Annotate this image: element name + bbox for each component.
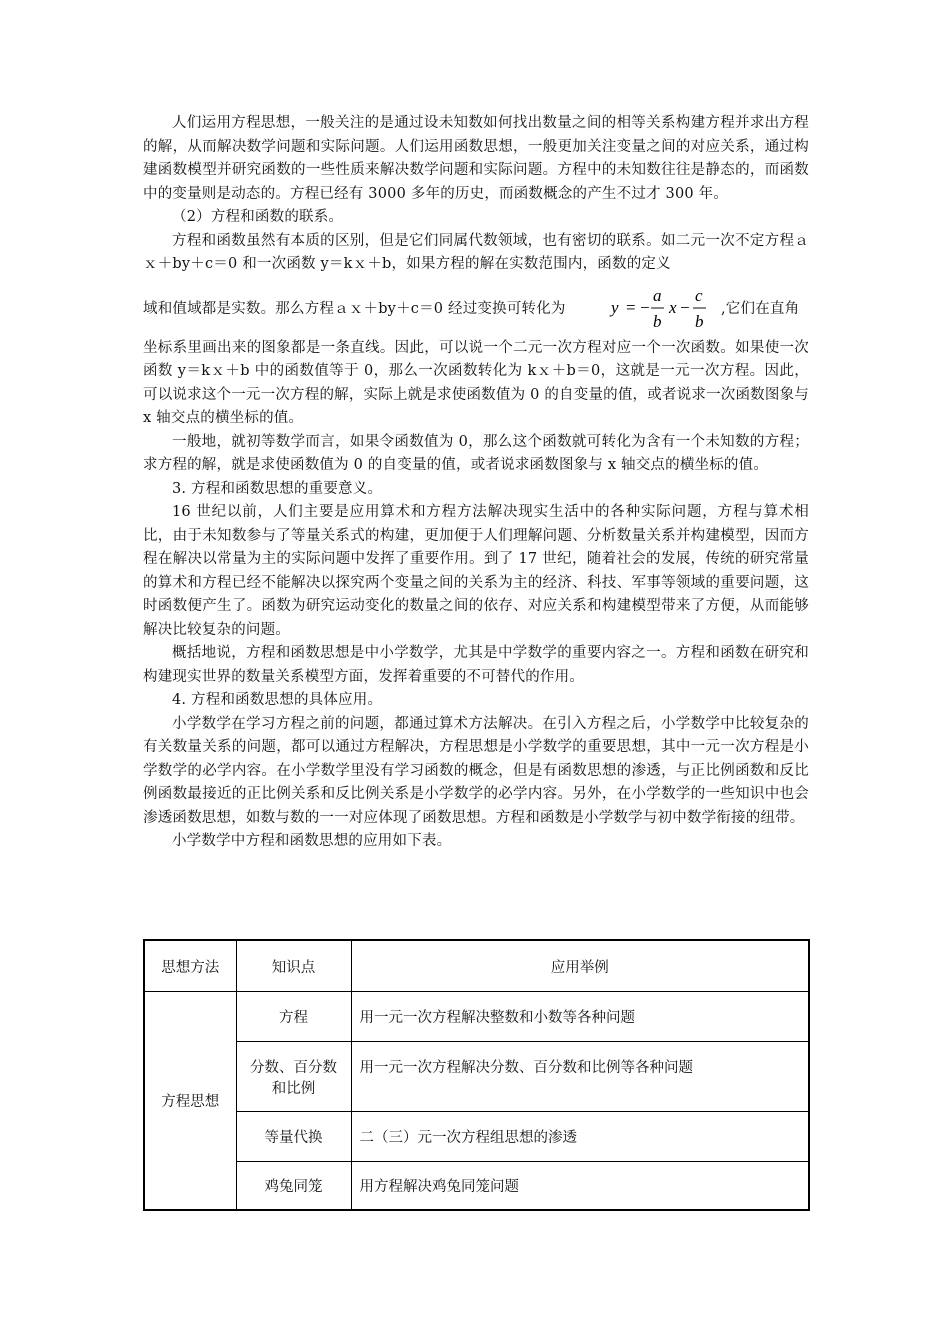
equation-tail-text: ,它们在直角	[721, 300, 800, 317]
topic-cell	[236, 1042, 351, 1112]
formula-equals: =	[626, 297, 636, 317]
paragraph-6: 小学数学在学习方程之前的问题，都通过算术方法解决。在引入方程之后，小学数学中比较复杂的有关数量关系的问题，都可以通过方程解决，方程思想是小学数学的重要思想，其中一元一次方程是小学数学的必学内容。在小学数学里没有学习函数的概念，但是有函数思想的渗透，与正比例函数和反比例函数最接近的正比例关系和反比例关系是小学数学的必学内容。另外，在小学数学的一些知识中也会渗透函数思想，如数与数的一一对应体现了函数思想。方程和函数是小学数学与初中数学衔接的纽带。	[143, 715, 809, 826]
topic-cell: 鸡兔同笼	[236, 1162, 351, 1210]
heading-2: （2）方程和函数的联系。	[172, 209, 344, 225]
heading-3: 3. 方程和函数思想的重要意义。	[172, 480, 383, 497]
header-example: 应用举例	[351, 940, 809, 992]
table-row	[144, 1162, 809, 1210]
equation-line	[143, 277, 809, 337]
heading-4: 4. 方程和函数思想的具体应用。	[172, 692, 383, 708]
method-cell: 方程思想	[144, 992, 236, 1210]
formula-numerator-a: a	[653, 285, 662, 305]
document-body	[143, 112, 809, 854]
paragraph-5: 概括地说，方程和函数思想是中小学数学，尤其是中学数学的重要内容之一。方程和函数在研究和构建现实世界的数量关系模型方面，发挥着重要的不可替代的作用。	[143, 645, 809, 685]
example-cell: 用一元一次方程解决分数、百分数和比例等各种问题	[351, 1042, 809, 1112]
paragraph-3: 一般地，就初等数学而言，如果令函数值为 0，那么这个函数就可转化为含有一个未知数的方程；求方程的解，就是求使函数值为 0 的自变量的值，或者说求函数图象与 x 轴交点的横坐标的值。	[143, 433, 809, 473]
paragraph-2-continued: 坐标系里画出来的图象都是一条直线。因此，可以说一个二元一次方程对应一个一次函数。如果使一次函数 y＝kｘ＋b 中的函数值等于 0，那么一次函数转化为 kｘ＋b＝0，这就是一元一次方程。因此，可以说求这个一元一次方程的解，实际上就是求使函数值为 0 的自变量的值，或者说求一次函数图象与 x 轴交点的横坐标的值。	[143, 339, 809, 426]
topic-line-2: 和比例	[271, 1080, 316, 1097]
topic-line-1: 分数、百分数	[250, 1059, 337, 1076]
topic-cell: 等量代换	[236, 1112, 351, 1162]
application-table	[143, 939, 810, 1211]
formula-y: y	[611, 297, 619, 317]
table-row	[144, 1112, 809, 1162]
paragraph-4: 16 世纪以前，人们主要是应用算术和方程方法解决现实生活中的各种实际问题，方程与算术相比，由于未知数参与了等量关系式的构建，更加便于人们理解问题、分析数量关系并构建模型，因而方程在解决以常量为主的实际问题中发挥了重要作用。到了 17 世纪，随着社会的发展，传统的研究常量的算术和方程已经不能解决以探究两个变量之间的关系为主的经济、科技、军事等领域的重要问题，这时函数便产生了。函数为研究运动变化的数量之间的依存、对应关系和构建模型带来了方便，从而能够解决比较复杂的问题。	[143, 504, 809, 638]
equation-lead-text: 域和值域都是实数。那么方程ａｘ＋by＋c＝0 经过变换可转化为	[143, 300, 566, 317]
paragraph-7: 小学数学中方程和函数思想的应用如下表。	[172, 833, 452, 849]
example-cell: 用方程解决鸡兔同笼问题	[351, 1162, 809, 1210]
example-cell: 二（三）元一次方程组思想的渗透	[351, 1112, 809, 1162]
example-cell: 用一元一次方程解决整数和小数等各种问题	[351, 992, 809, 1042]
paragraph-2: 方程和函数虽然有本质的区别，但是它们同属代数领域，也有密切的联系。如二元一次不定方程ａｘ＋by＋c＝0 和一次函数 y＝kｘ＋b，如果方程的解在实数范围内，函数的定义	[143, 232, 809, 272]
table-row	[144, 992, 809, 1042]
formula-numerator-c: c	[695, 285, 703, 305]
table-row	[144, 1042, 809, 1112]
paragraph-1: 人们运用方程思想，一般关注的是通过设未知数如何找出数量之间的相等关系构建方程并求出方程的解，从而解决数学问题和实际问题。人们运用函数思想，一般更加关注变量之间的对应关系，通过构建函数模型并研究函数的一些性质来解决数学问题和实际问题。方程中的未知数往往是静态的，而函数中的变量则是动态的。方程已经有 3000 多年的历史，而函数概念的产生不过才 300 年。	[143, 115, 809, 202]
linear-function-formula	[609, 277, 719, 337]
formula-denominator-b1: b	[653, 311, 662, 331]
topic-cell: 方程	[236, 992, 351, 1042]
table-header-row	[144, 940, 809, 992]
formula-denominator-b2: b	[695, 311, 704, 331]
header-topic: 知识点	[236, 940, 351, 992]
formula-x: x	[669, 297, 677, 317]
formula-minus-2: −	[680, 297, 690, 317]
formula-minus-1: −	[640, 297, 650, 317]
header-method: 思想方法	[144, 940, 236, 992]
